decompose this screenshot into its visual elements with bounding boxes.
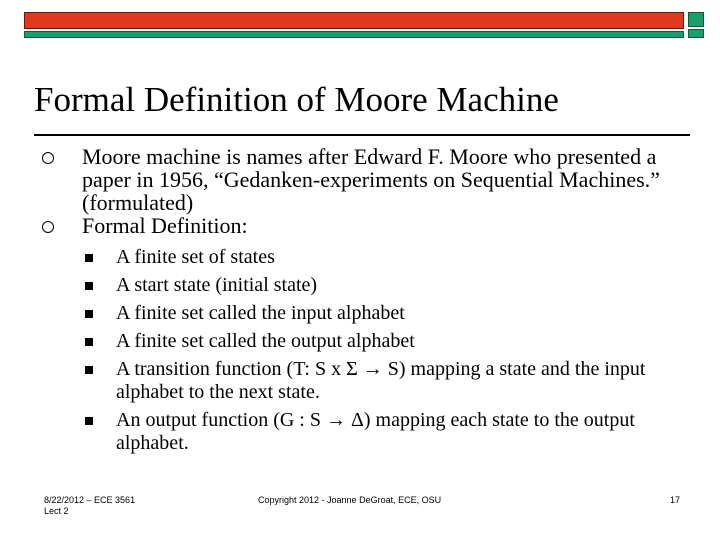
bullet-text: Moore machine is names after Edward F. Moore who presented a paper in 1956, “Gedanken-experiments on Sequential Machines.” (formulated)	[82, 144, 660, 215]
sub-bullet-text: A transition function (T: S x Σ → S) mapping a state and the input alphabet to the next state.	[116, 358, 646, 403]
sub-bullet-item	[82, 302, 694, 325]
square-bullet-icon	[85, 282, 93, 290]
square-bullet-icon	[85, 417, 93, 425]
corner-square-bottom	[688, 29, 704, 38]
bullet-list	[34, 145, 694, 460]
square-bullet-icon	[85, 310, 93, 318]
footer-date-line: 8/22/2012 – ECE 3561	[44, 495, 136, 505]
bullet-text: Formal Definition:	[82, 213, 248, 238]
footer-course-info	[44, 495, 135, 517]
bullet-item	[34, 214, 694, 455]
sub-bullet-item	[82, 274, 694, 297]
sub-bullet-text: A finite set called the input alphabet	[116, 302, 405, 324]
sub-bullet-item	[82, 246, 694, 269]
sub-bullet-text: A finite set called the output alphabet	[116, 330, 415, 352]
top-red-bar	[24, 12, 684, 29]
top-green-bar	[24, 31, 684, 38]
hollow-circle-bullet-icon	[42, 221, 54, 233]
square-bullet-icon	[85, 366, 93, 374]
sub-bullet-item	[82, 409, 694, 455]
square-bullet-icon	[85, 254, 93, 262]
slide-title: Formal Definition of Moore Machine	[34, 80, 559, 119]
title-divider	[34, 134, 690, 136]
sub-bullet-item	[82, 330, 694, 353]
footer-lecture-line: Lect 2	[44, 506, 69, 516]
square-bullet-icon	[85, 338, 93, 346]
sub-bullet-text: An output function (G : S → Δ) mapping each state to the output alphabet.	[116, 409, 635, 454]
page-number: 17	[669, 495, 680, 505]
sub-bullet-list	[82, 246, 694, 455]
sub-bullet-text: A finite set of states	[116, 246, 275, 268]
hollow-circle-bullet-icon	[42, 152, 54, 164]
sub-bullet-item	[82, 358, 694, 404]
footer-copyright: Copyright 2012 - Joanne DeGroat, ECE, OSU	[258, 495, 442, 505]
corner-square-top	[688, 12, 704, 27]
sub-bullet-text: A start state (initial state)	[116, 274, 318, 296]
bullet-item	[34, 145, 694, 214]
